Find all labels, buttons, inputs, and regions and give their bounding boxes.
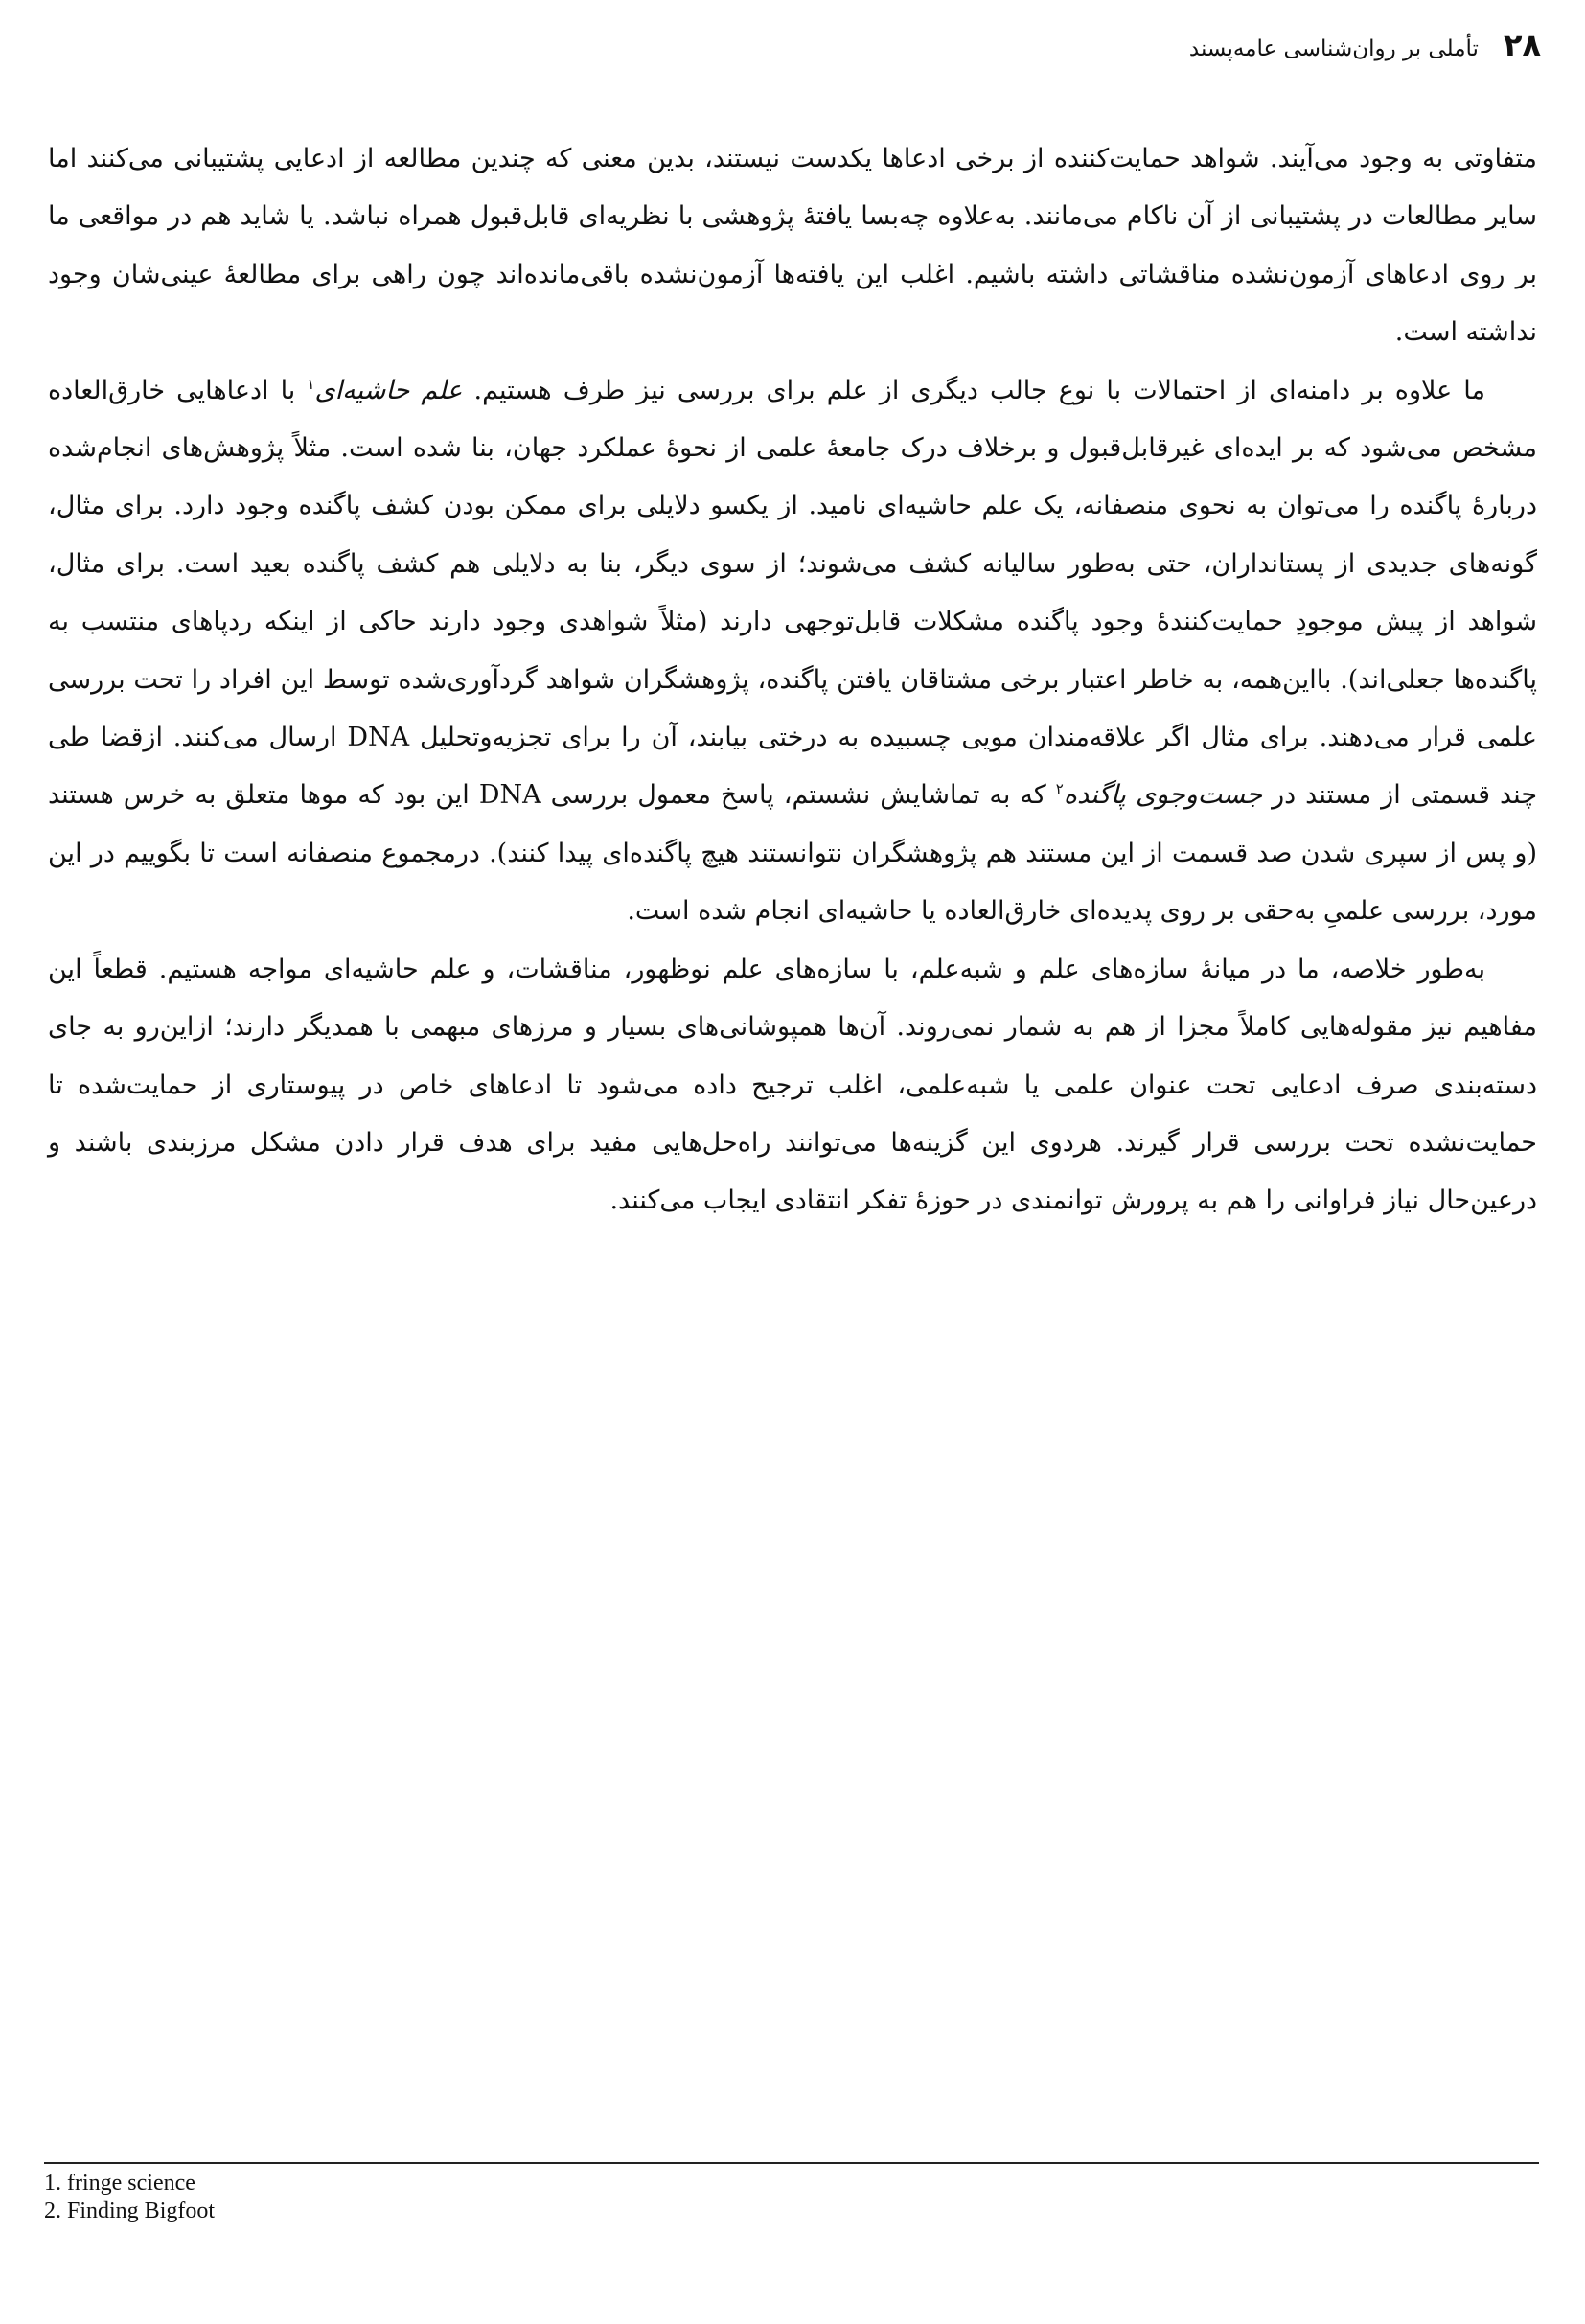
body-text (48, 130, 1537, 1231)
footnotes (44, 2170, 215, 2225)
footnote-2: 2. Finding Bigfoot (44, 2198, 216, 2223)
paragraph-2-part-b: با ادعاهایی خارق‌العاده مشخص می‌شود که بر ایده‌ای غیرقابل‌قبول و برخلاف درک جامعهٔ علمی از نحوهٔ عملکرد جهان، بنا شده است. مثلاً پژوهش‌های انجام‌شده دربارهٔ پاگنده را می‌توان به نحوی منصفانه، یک علم حاشیه‌ای نامید. از یکسو دلایلی برای ممکن بودن کشف پاگنده وجود دارد. برای مثال، گونه‌های جدیدی از پستانداران، حتی به‌طور سالیانه کشف می‌شوند؛ از سوی دیگر، بنا به دلایلی هم کشف پاگنده بعید است. برای مثال، شواهد از پیش موجودِ حمایت‌کنندهٔ وجود پاگنده مشکلات قابل‌توجهی دارند (مثلاً شواهدی وجود دارند حاکی از اینکه ردپاهای منتسب به پاگنده‌ها جعلی‌اند). بااین‌همه، به خاطر اعتبار برخی مشتاقان یافتن پاگنده، پژوهشگران شواهد گردآوری‌شده توسط این افراد را تحت بررسی علمی قرار می‌دهند. برای مثال اگر علاقه‌مندان مویی چسبیده به درختی بیابند، آن را برای تجزیه‌وتحلیل DNA ارسال می‌کنند. ازقضا طی چند قسمتی از مستند در (48, 375, 1538, 811)
page-number: ۲۸ (1503, 27, 1541, 63)
footnote-1: 1. fringe science (44, 2171, 195, 2196)
footnote-marker-1: ۱ (307, 375, 315, 393)
paragraph-2-part-a: ما علاوه بر دامنه‌ای از احتمالات با نوع جالب دیگری از علم برای بررسی نیز طرف هستیم. (462, 375, 1485, 405)
term-fringe-science: علم حاشیه‌ای (314, 375, 463, 405)
footnote-marker-2: ۲ (1055, 780, 1064, 798)
paragraph-1: متفاوتی به وجود می‌آیند. شواهد حمایت‌کننده از برخی ادعاها یکدست نیستند، بدین معنی که چندین مطالعه از ادعایی پشتیبانی می‌کنند اما سایر مطالعات در پشتیبانی از آن ناکام می‌مانند. به‌علاوه چه‌بسا یافتهٔ پژوهشی با نظریه‌ای قابل‌قبول همراه نباشد. یا شاید هم در مواقعی ما بر روی ادعاهای آزمون‌نشده مناقشاتی داشته باشیم. اغلب این یافته‌ها آزمون‌نشده باقی‌مانده‌اند چون راهی برای مطالعهٔ عینی‌شان وجود نداشته است. (48, 144, 1537, 348)
page-header (1189, 27, 1541, 63)
footnote-divider (44, 2162, 1539, 2164)
paragraph-3: به‌طور خلاصه، ما در میانهٔ سازه‌های علم و شبه‌علم، با سازه‌های علم نوظهور، مناقشات، و علم حاشیه‌ای مواجه هستیم. قطعاً این مفاهیم نیز مقوله‌هایی کاملاً مجزا از هم به شمار نمی‌روند. آن‌ها همپوشانی‌های بسیار و مرزهای مبهمی با همدیگر دارند؛ ازاین‌رو به جای دسته‌بندی صرف ادعایی تحت عنوان علمی یا شبه‌علمی، اغلب ترجیح داده می‌شود تا ادعاهای خاص در پیوستاری از حمایت‌شده تا حمایت‌نشده تحت بررسی قرار گیرند. هردوی این گزینه‌ها می‌توانند راه‌حل‌هایی مفید برای هدف قرار دادن مشکل مرزبندی باشند و درعین‌حال نیاز فراوانی را هم به پرورش توانمندی در حوزهٔ تفکر انتقادی ایجاب می‌کنند. (48, 954, 1537, 1216)
paragraph-2 (48, 362, 1537, 941)
title-finding-bigfoot: جست‌وجوی پاگنده (1063, 780, 1263, 811)
running-title: تأملی بر روان‌شناسی عامه‌پسند (1188, 36, 1479, 61)
paragraph-2-part-c: که به تماشایش نشستم، پاسخ معمول بررسی DNA این بود که موها متعلق به خرس هستند (و پس از سپری شدن صد قسمت از این مستند هم پژوهشگران نتوانستند هیچ پاگنده‌ای پیدا کنند). درمجموع منصفانه است تا بگوییم در این مورد، بررسی علمیِ به‌حقی بر روی پدیده‌ای خارق‌العاده یا حاشیه‌ای انجام شده است. (48, 780, 1537, 927)
